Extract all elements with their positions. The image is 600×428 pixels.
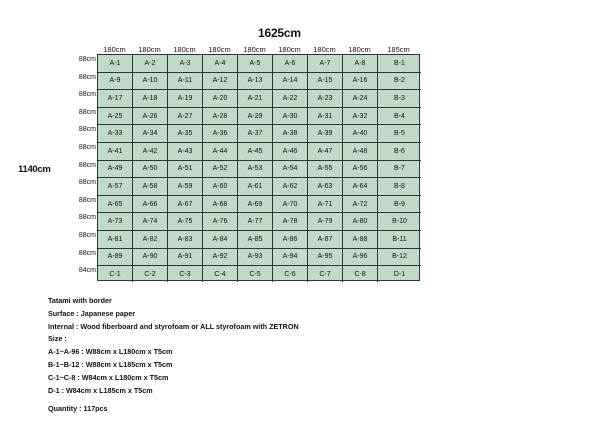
tatami-cell: A-12: [203, 73, 238, 91]
tatami-cell: A-53: [238, 161, 273, 179]
tatami-cell: A-78: [273, 213, 308, 231]
tatami-cell: A-96: [343, 249, 378, 267]
tatami-cell: A-42: [133, 143, 168, 161]
row-height-label: 88cm: [78, 161, 96, 169]
tatami-cell: A-22: [273, 90, 308, 108]
tatami-cell: C-8: [343, 266, 378, 282]
tatami-cell: A-79: [308, 213, 343, 231]
tatami-cell: A-72: [343, 196, 378, 214]
tatami-cell: A-65: [98, 196, 133, 214]
tatami-cell: A-26: [133, 108, 168, 126]
row-height-label: 88cm: [78, 179, 96, 187]
column-width-label: 180cm: [313, 45, 336, 54]
row-height-label: 88cm: [78, 73, 96, 81]
column-width-label: 180cm: [103, 45, 126, 54]
tatami-cell: A-83: [168, 231, 203, 249]
column-width-label: 180cm: [208, 45, 231, 54]
tatami-cell: A-29: [238, 108, 273, 126]
tatami-cell: A-14: [273, 73, 308, 91]
tatami-cell: A-62: [273, 178, 308, 196]
notes-title: Tatami with border: [48, 296, 112, 305]
tatami-cell: A-81: [98, 231, 133, 249]
tatami-cell: A-95: [308, 249, 343, 267]
tatami-cell: A-91: [168, 249, 203, 267]
tatami-cell: B-3: [378, 90, 421, 108]
tatami-cell: C-3: [168, 266, 203, 282]
column-width-label: 180cm: [243, 45, 266, 54]
tatami-cell: A-73: [98, 213, 133, 231]
tatami-cell: A-13: [238, 73, 273, 91]
tatami-cell: A-17: [98, 90, 133, 108]
total-height-label: 1140cm: [18, 164, 51, 175]
tatami-cell: A-24: [343, 90, 378, 108]
tatami-cell: B-11: [378, 231, 421, 249]
tatami-cell: B-1: [378, 55, 421, 73]
notes-size-a: A-1~A-96 : W88cm x L180cm x T5cm: [48, 347, 173, 357]
tatami-cell: A-35: [168, 125, 203, 143]
tatami-cell: C-4: [203, 266, 238, 282]
tatami-cell: A-90: [133, 249, 168, 267]
column-width-label: 180cm: [348, 45, 371, 54]
tatami-cell: C-6: [273, 266, 308, 282]
tatami-cell: A-28: [203, 108, 238, 126]
tatami-cell: B-7: [378, 161, 421, 179]
tatami-cell: A-34: [133, 125, 168, 143]
tatami-cell: A-49: [98, 161, 133, 179]
tatami-cell: A-82: [133, 231, 168, 249]
specification-notes: [48, 295, 299, 416]
row-height-label: 88cm: [78, 56, 96, 63]
tatami-cell: A-16: [343, 73, 378, 91]
tatami-cell: A-19: [168, 90, 203, 108]
row-height-label: 88cm: [78, 91, 96, 99]
tatami-cell: C-1: [98, 266, 133, 282]
notes-size-label: Size :: [48, 334, 67, 344]
tatami-cell: A-37: [238, 125, 273, 143]
tatami-cell: A-18: [133, 90, 168, 108]
tatami-cell: A-52: [203, 161, 238, 179]
tatami-cell: A-93: [238, 249, 273, 267]
tatami-cell: A-51: [168, 161, 203, 179]
notes-quantity: Quantity : 117pcs: [48, 404, 108, 414]
tatami-cell: B-6: [378, 143, 421, 161]
tatami-cell: A-89: [98, 249, 133, 267]
tatami-cell: A-11: [168, 73, 203, 91]
tatami-cell: C-7: [308, 266, 343, 282]
tatami-cell: B-9: [378, 196, 421, 214]
tatami-cell: A-45: [238, 143, 273, 161]
tatami-cell: A-75: [168, 213, 203, 231]
tatami-cell: A-43: [168, 143, 203, 161]
tatami-cell: C-2: [133, 266, 168, 282]
tatami-cell: A-48: [343, 143, 378, 161]
notes-size-c: C-1~C-8 : W84cm x L180cm x T5cm: [48, 372, 169, 382]
tatami-cell: A-27: [168, 108, 203, 126]
tatami-cell: C-5: [238, 266, 273, 282]
tatami-cell: A-54: [273, 161, 308, 179]
row-height-label: 88cm: [78, 214, 96, 222]
tatami-layout-grid: [97, 54, 420, 281]
tatami-cell: A-58: [133, 178, 168, 196]
tatami-cell: A-77: [238, 213, 273, 231]
tatami-cell: A-87: [308, 231, 343, 249]
tatami-cell: A-32: [343, 108, 378, 126]
tatami-cell: A-86: [273, 231, 308, 249]
tatami-cell: A-80: [343, 213, 378, 231]
tatami-cell: A-7: [308, 55, 343, 73]
tatami-cell: A-57: [98, 178, 133, 196]
row-height-label: 88cm: [78, 232, 96, 239]
tatami-cell: A-41: [98, 143, 133, 161]
tatami-cell: A-31: [308, 108, 343, 126]
tatami-cell: A-55: [308, 161, 343, 179]
tatami-cell: A-20: [203, 90, 238, 108]
tatami-cell: A-94: [273, 249, 308, 267]
tatami-cell: B-2: [378, 73, 421, 91]
tatami-cell: A-21: [238, 90, 273, 108]
tatami-cell: A-39: [308, 125, 343, 143]
tatami-cell: A-2: [133, 55, 168, 73]
tatami-cell: A-40: [343, 125, 378, 143]
row-height-label: 88cm: [78, 126, 96, 134]
notes-surface: Surface : Japanese paper: [48, 308, 136, 318]
tatami-cell: A-44: [203, 143, 238, 161]
tatami-cell: A-61: [238, 178, 273, 196]
notes-size-d: D-1 : W84cm x L185cm x T5cm: [48, 385, 153, 395]
tatami-cell: A-88: [343, 231, 378, 249]
tatami-cell: A-69: [238, 196, 273, 214]
tatami-cell: A-8: [343, 55, 378, 73]
tatami-cell: A-67: [168, 196, 203, 214]
tatami-cell: A-23: [308, 90, 343, 108]
tatami-cell: A-71: [308, 196, 343, 214]
tatami-cell: A-66: [133, 196, 168, 214]
tatami-cell: A-4: [203, 55, 238, 73]
tatami-cell: B-12: [378, 249, 421, 267]
tatami-cell: A-60: [203, 178, 238, 196]
row-height-label: 88cm: [78, 108, 96, 116]
tatami-cell: A-68: [203, 196, 238, 214]
tatami-cell: B-4: [378, 108, 421, 126]
tatami-cell: A-92: [203, 249, 238, 267]
tatami-cell: A-74: [133, 213, 168, 231]
row-height-label: 88cm: [78, 196, 96, 204]
tatami-cell: A-15: [308, 73, 343, 91]
tatami-cell: A-33: [98, 125, 133, 143]
row-height-label: 84cm: [78, 267, 96, 275]
tatami-cell: A-47: [308, 143, 343, 161]
tatami-cell: A-10: [133, 73, 168, 91]
tatami-cell: B-5: [378, 125, 421, 143]
tatami-cell: A-36: [203, 125, 238, 143]
tatami-cell: A-70: [273, 196, 308, 214]
column-width-label: 180cm: [173, 45, 196, 54]
tatami-cell: A-9: [98, 73, 133, 91]
tatami-cell: A-76: [203, 213, 238, 231]
tatami-cell: A-84: [203, 231, 238, 249]
tatami-cell: A-5: [238, 55, 273, 73]
tatami-cell: A-50: [133, 161, 168, 179]
row-height-label: 88cm: [78, 144, 96, 151]
column-width-label: 180cm: [278, 45, 301, 54]
notes-internal: Internal : Wood fiberboard and styrofoam or ALL styrofoam with ZETRON: [48, 321, 299, 331]
tatami-cell: A-30: [273, 108, 308, 126]
tatami-cell: A-3: [168, 55, 203, 73]
tatami-cell: A-46: [273, 143, 308, 161]
tatami-cell: B-10: [378, 213, 421, 231]
column-width-label: 180cm: [138, 45, 161, 54]
tatami-cell: A-6: [273, 55, 308, 73]
tatami-cell: A-25: [98, 108, 133, 126]
tatami-cell: B-8: [378, 178, 421, 196]
row-height-label: 88cm: [78, 249, 96, 257]
tatami-cell: A-38: [273, 125, 308, 143]
tatami-cell: A-59: [168, 178, 203, 196]
tatami-cell: A-64: [343, 178, 378, 196]
tatami-cell: A-63: [308, 178, 343, 196]
tatami-cell: A-85: [238, 231, 273, 249]
total-width-label: 1625cm: [258, 26, 301, 40]
tatami-cell: A-1: [98, 55, 133, 73]
tatami-cell: D-1: [393, 270, 406, 278]
tatami-cell: A-56: [343, 161, 378, 179]
column-width-label: 185cm: [387, 45, 410, 54]
notes-size-b: B-1~B-12 : W88cm x L185cm x T5cm: [48, 359, 173, 369]
